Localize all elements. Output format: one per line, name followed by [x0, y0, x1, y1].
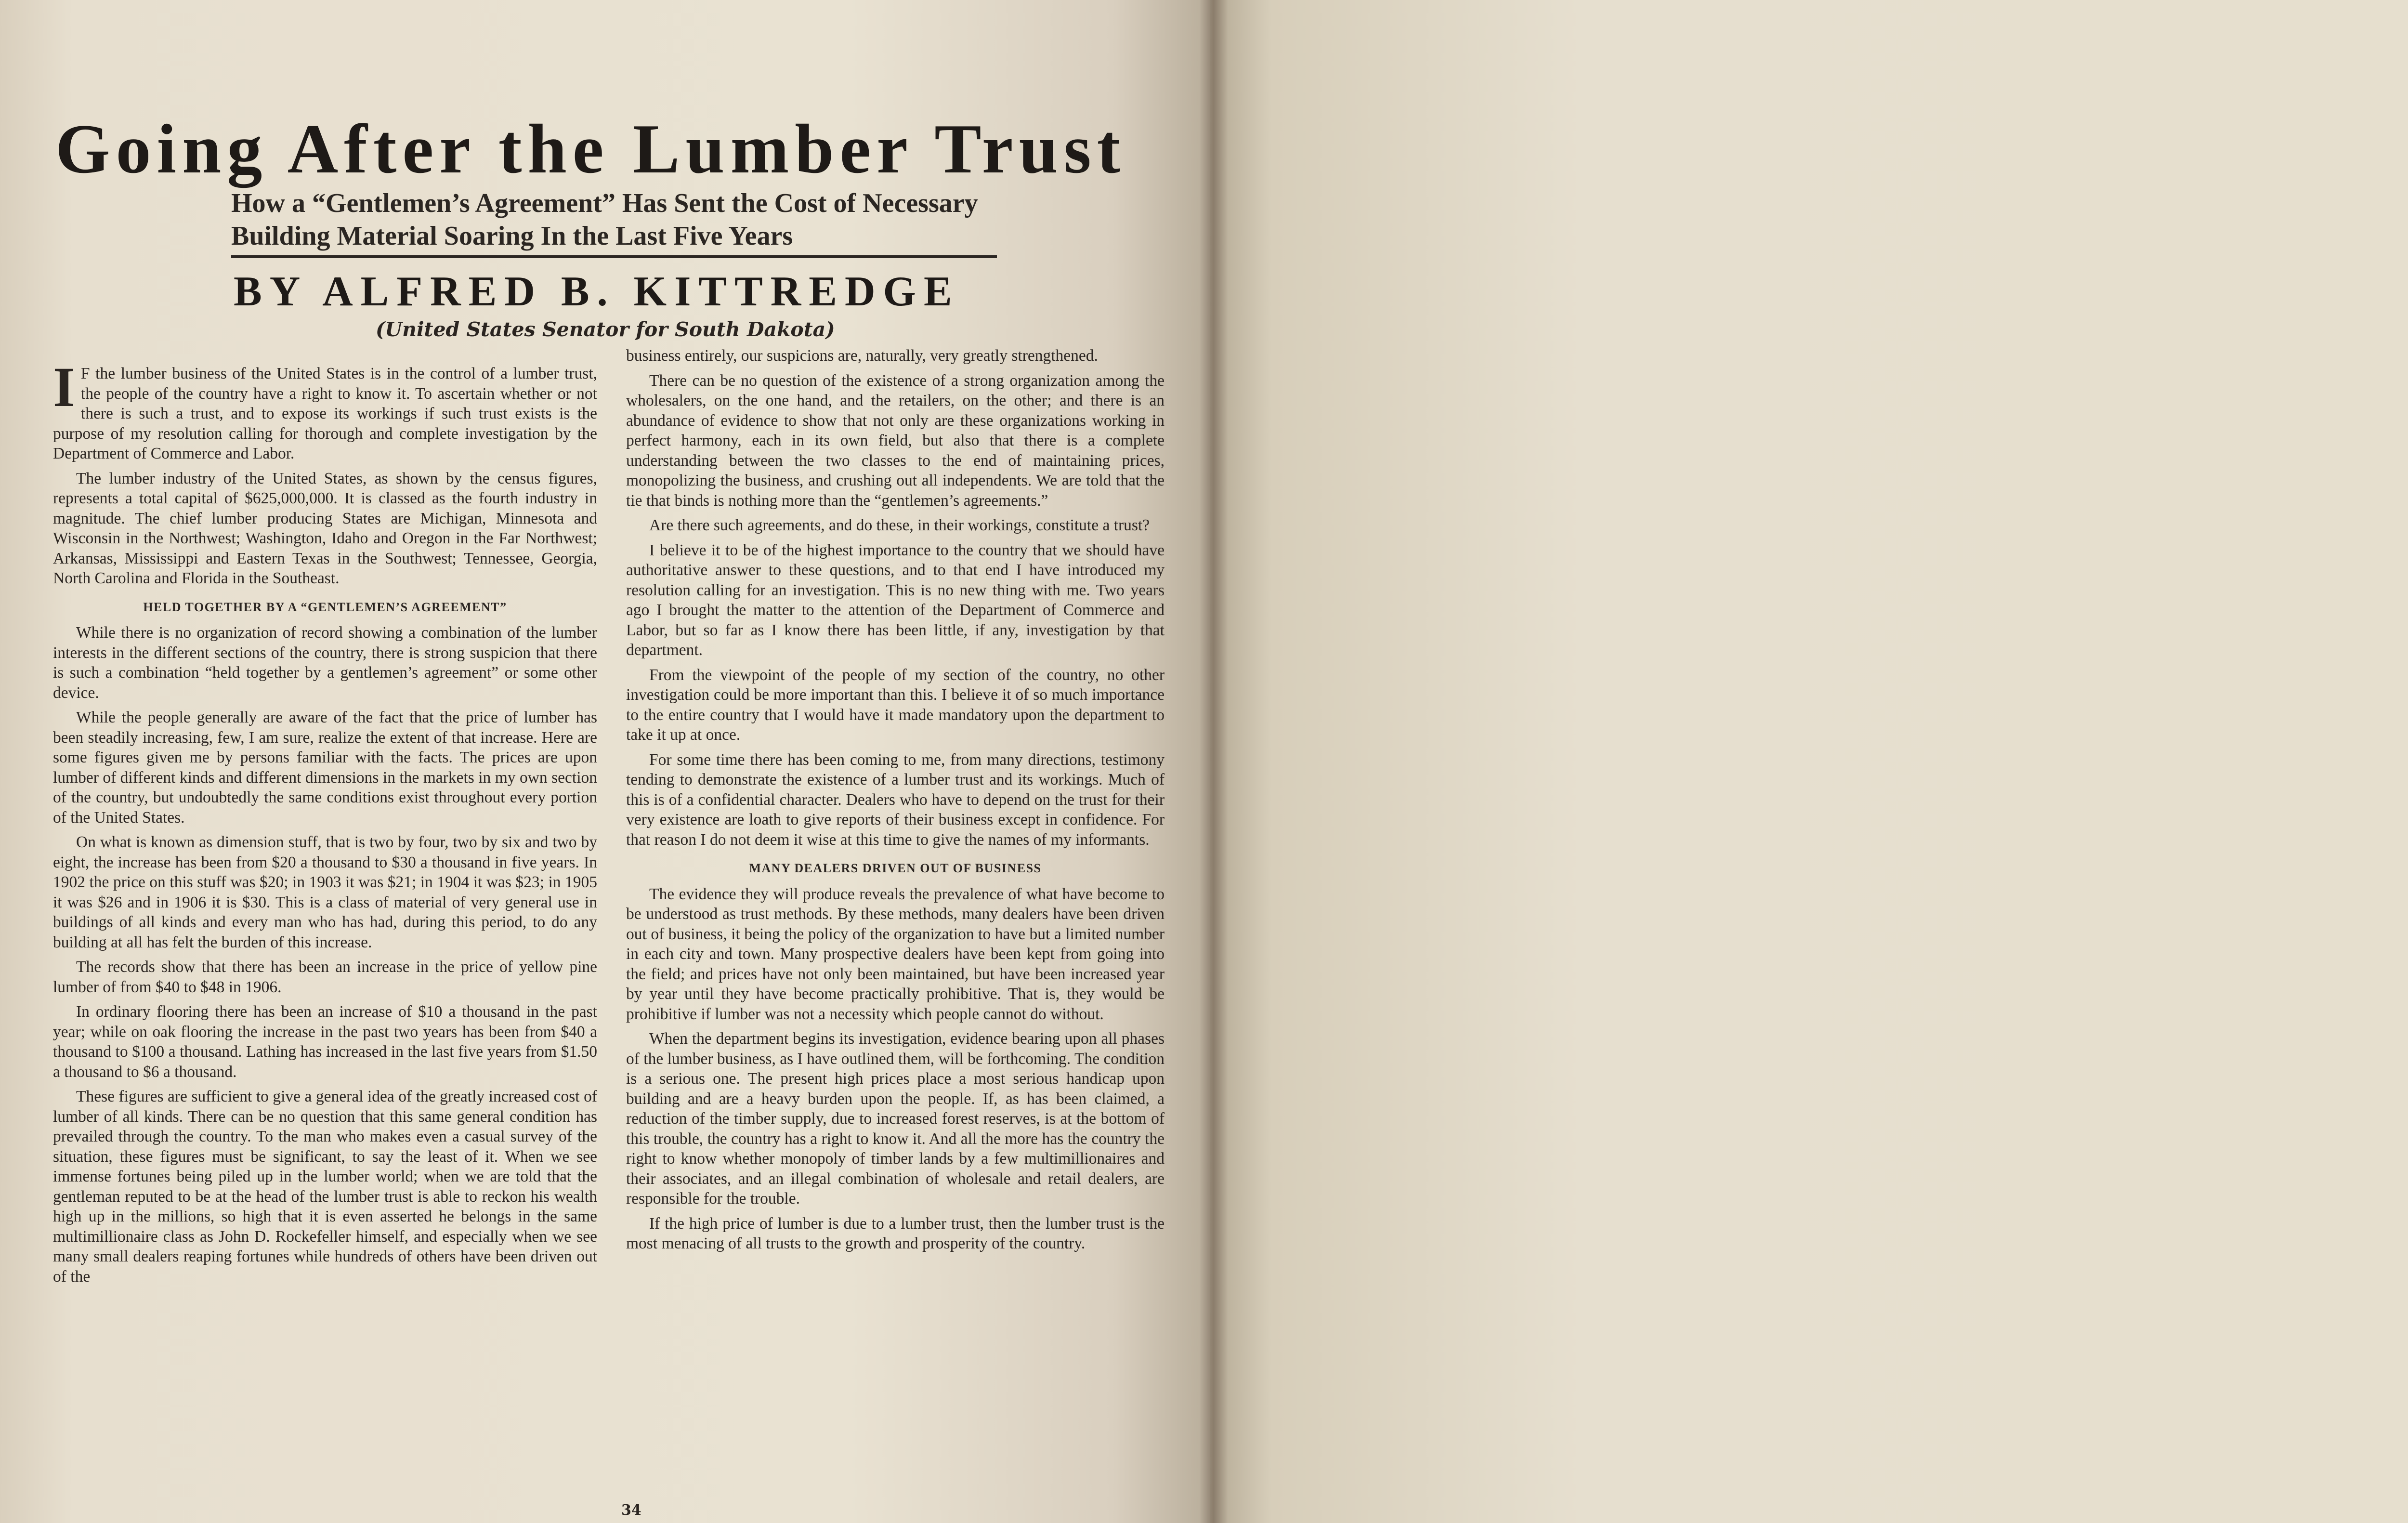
- paragraph: From the viewpoint of the people of my section of the country, no other investigation could be more important than this. I believe it of so much importance to the entire country that I would have it made mandatory upon the department to take it up at once.: [626, 666, 1165, 744]
- section-heading: HELD TOGETHER BY A “GENTLEMEN’S AGREEMENT”: [143, 600, 507, 614]
- lumber-column-1: [53, 355, 597, 1291]
- subhead-rule: [231, 255, 997, 258]
- drop-cap: I: [53, 355, 75, 419]
- paragraph: [53, 355, 597, 464]
- book-spine-shadow: [1199, 0, 1228, 1523]
- paragraph: business entirely, our suspicions are, naturally, very greatly strengthened.: [626, 347, 1098, 365]
- paragraph: There can be no question of the existence of a strong organization among the wholesalers, on the one hand, and the retailers, on the other; and there is an abundance of evidence to show that not only are these organizations working in perfect harmony, each in its own field, but also that there is a complete understanding between the two classes to the end of maintaining prices, monopolizing the business, and crushing out all independents. We are told that the tie that binds is nothing more than the “gentlemen’s agreements.”: [626, 371, 1165, 510]
- paragraph: While there is no organization of record showing a combination of the lumber interests in the different sections of the country, there is strong suspicion that there is such a combination “held together by a gentlemen’s agreement” or some other device.: [53, 624, 597, 702]
- paragraph: When the department begins its investigation, evidence bearing upon all phases of the lumber business, as I have outlined them, will be forthcoming. The condition is a serious one. The present high prices place a most serious handicap upon building and are a heavy burden upon the people. If, as has been claimed, a reduction of the timber supply, due to increased forest reserves, is at the bottom of this trouble, the country has a right to know it. And all the more has the country the right to know whether monopoly of timber lands by a few multimillionaires and their associates, and an illegal combination of wholesale and retail dealers, are responsible for the trouble.: [626, 1030, 1165, 1208]
- paragraph: I believe it to be of the highest importance to the country that we should have authoritative answer to these questions, and to that end I have introduced my resolution calling for an investigation. This is no new thing with me. Two years ago I brought the matter to the attention of the Department of Commerce and Labor, but so far as I know there has been little, if any, investigation by that department.: [626, 541, 1165, 659]
- paragraph: If the high price of lumber is due to a lumber trust, then the lumber trust is the most menacing of all trusts to the growth and prosperity of the country.: [626, 1214, 1165, 1252]
- lumber-column-2: [626, 346, 1165, 1259]
- paragraph: In ordinary flooring there has been an increase of $10 a thousand in the past year; while on oak flooring the increase in the past two years has been from $40 a thousand to $100 a thousand. Lathing has increased in the last five years from $1.50 a thousand to $6 a thousand.: [53, 1003, 597, 1081]
- paragraph: While the people generally are aware of the fact that the price of lumber has been steadily increasing, few, I am sure, realize the extent of that increase. Here are some figures given me by persons familiar with the facts. The prices are upon lumber of different kinds and different dimensions in the markets in my own section of the country, but undoubtedly the same conditions exist throughout every portion of the United States.: [53, 709, 597, 827]
- lumber-trust-subhead: How a “Gentlemen’s Agreement” Has Sent the Cost of Necessary Building Material Soaring In the Last Five Years: [231, 188, 978, 251]
- paragraph: On what is known as dimension stuff, that is two by four, two by six and two by eight, the increase has been from $20 a thousand to $30 a thousand in five years. In 1902 the price on this stuff was $20; in 1903 it was $21; in 1904 it was $23; in 1905 it was $26 and in 1906 it is $30. This is a class of material of very general use in buildings of all kinds and every man who has had, during this period, to do any building at all has felt the burden of this increase.: [53, 833, 597, 951]
- author-affiliation: (United States Senator for South Dakota): [376, 318, 835, 341]
- paragraph-text: F the lumber business of the United States is in the control of a lumber trust, the people of the country have a right to know it. To ascertain whether or not there is such a trust, and to expose its workings if such trust exists is the purpose of my resolution calling for thorough and complete investigation by the Department of Commerce and Labor.: [53, 365, 597, 462]
- page-number: 34: [621, 1502, 641, 1519]
- paragraph: These figures are sufficient to give a general idea of the greatly increased cost of lumber of all kinds. There can be no question that this same general condition has prevailed through the country. To the man who makes even a casual survey of the situation, these figures must be significant, to say the least of it. When we see immense fortunes being piled up in the lumber world; when we are told that the gentleman reputed to be at the head of the lumber trust is able to reckon his wealth high up in the millions, so high that it is even asserted he belongs in the same multimillionaire class as John D. Rockefeller himself, and especially when we see many small dealers reaping fortunes while hundreds of others have been driven out of the: [53, 1088, 597, 1286]
- lumber-trust-headline: Going After the Lumber Trust: [55, 110, 1126, 188]
- section-heading: MANY DEALERS DRIVEN OUT OF BUSINESS: [749, 861, 1042, 875]
- paragraph: For some time there has been coming to me, from many directions, testimony tending to demonstrate the existence of a lumber trust and its workings. Much of this is of a confidential character. Dealers who have to depend on the trust for their very existence are loath to give reports of their business except in confidence. For that reason I do not deem it wise at this time to give the names of my informants.: [626, 750, 1165, 849]
- paragraph: The lumber industry of the United States, as shown by the census figures, represents a total capital of $625,000,000. It is classed as the fourth industry in magnitude. The chief lumber producing States are Michigan, Minnesota and Wisconsin in the Northwest; Washington, Idaho and Oregon in the Far Northwest; Arkansas, Mississippi and Eastern Texas in the Southwest; Tennessee, Georgia, North Carolina and Florida in the Southeast.: [53, 469, 597, 587]
- right-page: [1210, 0, 2408, 1523]
- paragraph: The records show that there has been an increase in the price of yellow pine lumber of from $40 to $48 in 1906.: [53, 958, 597, 996]
- paragraph: The evidence they will produce reveals the prevalence of what have become to be understood as trust methods. By these methods, many dealers have been driven out of business, it being the policy of the organization to have but a limited number in each city and town. Many prospective dealers have been kept from going into the field; and prices have not only been maintained, but have been increased year by year until they have become practically prohibitive. That is, they would be prohibitive if lumber was not a necessity which people cannot do without.: [626, 885, 1165, 1023]
- byline: BY ALFRED B. KITTREDGE: [234, 268, 960, 315]
- paragraph: Are there such agreements, and do these, in their workings, constitute a trust?: [649, 516, 1150, 534]
